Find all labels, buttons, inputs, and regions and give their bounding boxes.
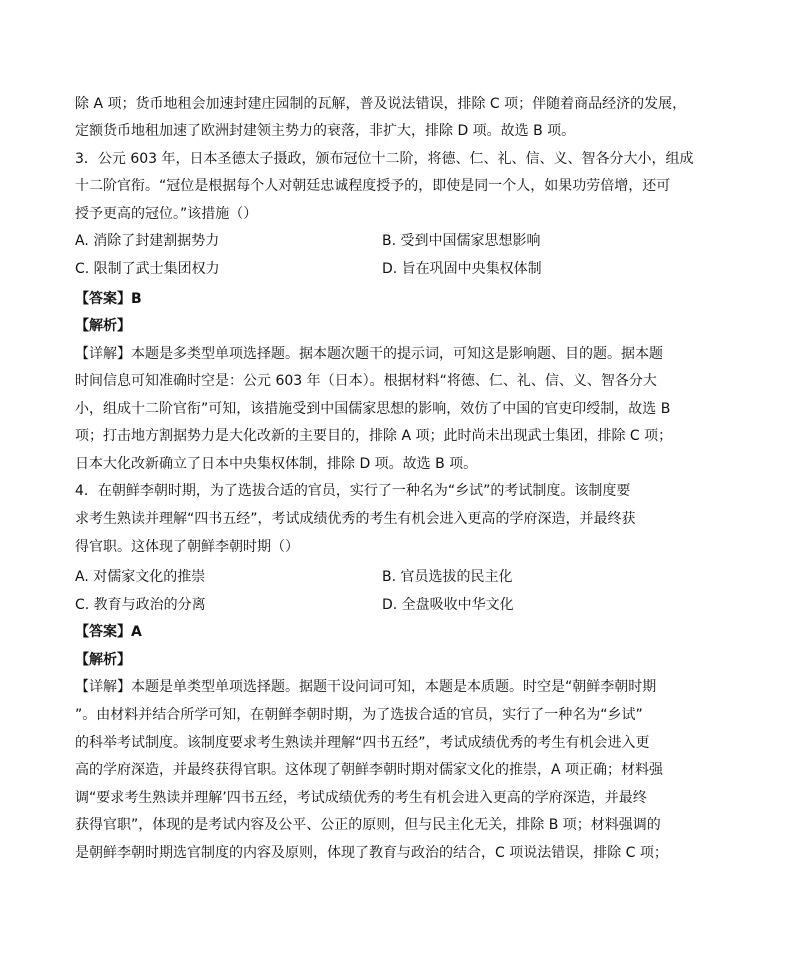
question-4-detail-line-6: 获得官职”，体现的是考试内容及公平、公正的原则，但与民主化无关，排除 B 项；材料强调的 <box>75 817 661 833</box>
question-4-stem-line-2: 求考生熟读并理解“四书五经”，考试成绩优秀的考生有机会进入更高的学府深造，并最终获 <box>75 511 636 527</box>
intro-line-1: 除 A 项；货币地租会加速封建庄园制的瓦解，普及说法错误，排除 C 项；伴随着商品经济的发展， <box>75 96 687 112</box>
question-3-option-b: B. 受到中国儒家思想影响 <box>382 233 541 249</box>
question-3-stem-line-3: 授予更高的冠位。”该措施（） <box>75 206 258 222</box>
question-4-answer: 【答案】A <box>75 624 142 640</box>
question-4-detail-line-1: 【详解】本题是单类型单项选择题。据题干设问词可知，本题是本质题。时空是“朝鲜李朝时期 <box>75 679 657 695</box>
question-4-option-a: A. 对儒家文化的推崇 <box>75 569 206 585</box>
question-4-detail-line-7: 是朝鲜李朝时期选官制度的内容及原则，体现了教育与政治的结合，C 项说法错误，排除 C 项； <box>75 845 668 861</box>
question-3-detail-line-5: 日本大化改新确立了日本中央集权体制，排除 D 项。故选 B 项。 <box>75 456 478 472</box>
question-4-option-d: D. 全盘吸收中华文化 <box>382 597 514 613</box>
question-3-analysis-label: 【解析】 <box>75 318 131 334</box>
question-4-detail-line-4: 高的学府深造，并最终获得官职。这体现了朝鲜李朝时期对儒家文化的推崇，A 项正确；材料强 <box>75 762 664 778</box>
question-3-detail-line-4: 项；打击地方割据势力是大化改新的主要目的，排除 A 项；此时尚未出现武士集团，排除 C 项； <box>75 428 673 444</box>
question-3-stem-line-1: 3．公元 603 年，日本圣德太子摄政，颁布冠位十二阶，将德、仁、礼、信、义、智各分大小，组成 <box>75 151 694 167</box>
question-4-stem-line-3: 得官职。这体现了朝鲜李朝时期（） <box>75 539 299 555</box>
question-3-answer: 【答案】B <box>75 291 142 307</box>
question-4-analysis-label: 【解析】 <box>75 652 131 668</box>
question-4-detail-line-3: 的科举考试制度。该制度要求考生熟读并理解“四书五经”，考试成绩优秀的考生有机会进入更 <box>75 735 650 751</box>
question-4-option-c: C. 教育与政治的分离 <box>75 597 206 613</box>
question-3-option-a: A. 消除了封建割据势力 <box>75 233 220 249</box>
question-3-option-c: C. 限制了武士集团权力 <box>75 261 220 277</box>
question-3-stem-line-2: 十二阶官衔。“冠位是根据每个人对朝廷忠诚程度授予的，即使是同一个人，如果功劳倍增，还可 <box>75 178 671 194</box>
question-4-detail-line-5: 调“要求考生熟读并理解’四书五经，考试成绩优秀的考生有机会进入更高的学府深造，并最终 <box>75 790 647 806</box>
question-3-detail-line-2: 时间信息可知准确时空是：公元 603 年（日本）。根据材料“将德、仁、礼、信、义、智各分大 <box>75 373 657 389</box>
question-4-stem-line-1: 4．在朝鲜李朝时期，为了选拔合适的官员，实行了一种名为“乡试”的考试制度。该制度要 <box>75 483 631 499</box>
question-4-option-b: B. 官员选拔的民主化 <box>382 569 513 585</box>
question-3-option-d: D. 旨在巩固中央集权体制 <box>382 261 542 277</box>
intro-line-2: 定额货币地租加速了欧洲封建领主势力的衰落，非扩大，排除 D 项。故选 B 项。 <box>75 123 576 139</box>
question-3-detail-line-3: 小，组成十二阶官衔”可知，该措施受到中国儒家思想的影响，效仿了中国的官吏印绶制，故选 B <box>75 401 671 417</box>
question-3-detail-line-1: 【详解】本题是多类型单项选择题。据本题次题干的提示词，可知这是影响题、目的题。据本题 <box>75 346 663 362</box>
question-4-detail-line-2: ”。由材料并结合所学可知，在朝鲜李朝时期，为了选拔合适的官员，实行了一种名为“乡试” <box>75 707 643 723</box>
